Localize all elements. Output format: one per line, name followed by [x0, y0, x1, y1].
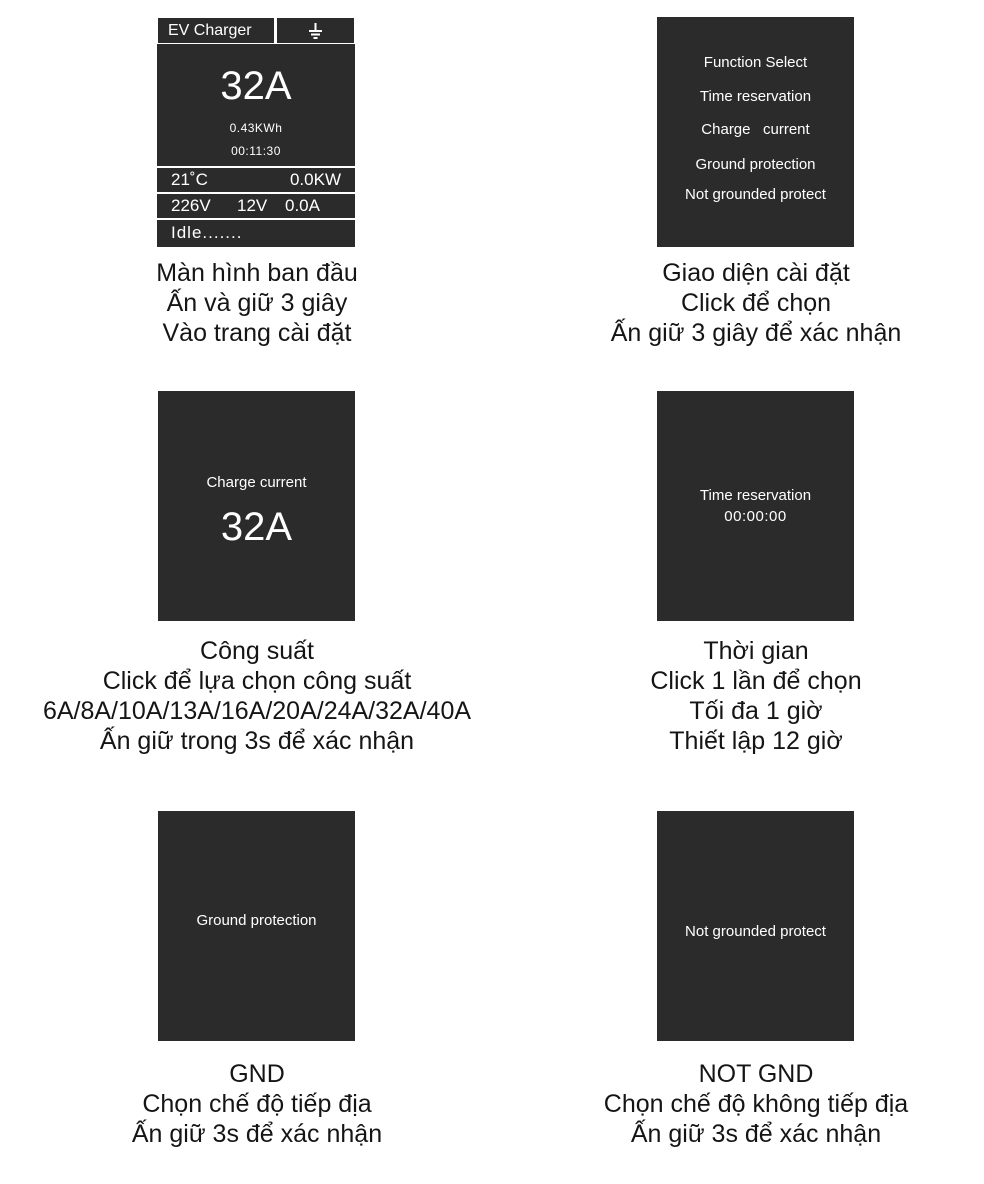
caption-line: NOT GND	[698, 1060, 814, 1088]
amperage: 0.0A	[285, 196, 320, 215]
caption-line: Tối đa 1 giờ	[689, 697, 823, 725]
status-text: Idle.......	[171, 223, 243, 242]
caption-line: Vào trang cài đặt	[162, 319, 352, 347]
ground-plug-icon	[277, 18, 354, 43]
current-value: 32A	[220, 64, 292, 108]
menu-item-function-select[interactable]: Function Select	[703, 54, 808, 71]
caption-line: Ấn giữ 3s để xác nhận	[630, 1120, 882, 1148]
menu-item-ground-protection[interactable]: Ground protection	[695, 156, 816, 173]
not-ground-caption	[556, 1059, 956, 1149]
time-reservation-screen	[657, 391, 854, 621]
ground-protection-screen	[158, 811, 355, 1041]
charge-current-value: 32A	[220, 505, 293, 549]
energy-value: 0.43KWh	[229, 121, 283, 135]
elapsed-time: 00:11:30	[231, 144, 281, 158]
voltage: 226V	[171, 196, 211, 215]
caption-line: Ấn giữ 3s để xác nhận	[131, 1120, 383, 1148]
divider	[157, 218, 355, 220]
power: 0.0KW	[289, 170, 341, 189]
not-grounded-screen	[657, 811, 854, 1041]
temp-power-row	[157, 169, 355, 191]
caption-line: Thiết lập 12 giờ	[669, 727, 843, 755]
caption-line: Giao diện cài đặt	[662, 259, 850, 287]
home-caption	[57, 258, 457, 348]
time-reservation-label: Time reservation	[699, 487, 812, 504]
caption-line: Ấn giữ trong 3s để xác nhận	[99, 727, 415, 755]
ground-caption	[57, 1059, 457, 1149]
charge-current-screen	[158, 391, 355, 621]
caption-line: Click để lựa chọn công suất	[102, 667, 412, 695]
status-row	[157, 222, 355, 244]
cp-voltage: 12V	[237, 196, 268, 215]
menu-item-time-reservation[interactable]: Time reservation	[699, 88, 812, 105]
settings-caption	[556, 258, 956, 348]
menu-item-not-grounded[interactable]: Not grounded protect	[685, 186, 826, 203]
voltage-row	[157, 195, 355, 217]
charge-current-caption	[7, 636, 507, 756]
temperature: 21˚C	[171, 170, 208, 189]
menu-item-charge-current[interactable]: Charge current	[701, 121, 810, 138]
charge-current-label: Charge current	[206, 474, 307, 491]
ground-protection-label: Ground protection	[196, 912, 317, 929]
caption-line: 6A/8A/10A/13A/16A/20A/24A/32A/40A	[42, 697, 472, 725]
caption-line: Chọn chế độ không tiếp địa	[603, 1090, 909, 1118]
caption-line: Ấn giữ 3 giây để xác nhận	[610, 319, 902, 347]
divider	[157, 192, 355, 194]
caption-line: Ấn và giữ 3 giây	[166, 289, 348, 317]
caption-line: Thời gian	[703, 637, 809, 665]
caption-line: Công suất	[200, 637, 314, 665]
caption-line: Click để chọn	[680, 289, 832, 317]
time-reservation-caption	[556, 636, 956, 756]
time-reservation-value: 00:00:00	[724, 508, 787, 525]
caption-line: Màn hình ban đầu	[156, 259, 358, 287]
not-grounded-label: Not grounded protect	[685, 923, 826, 940]
settings-screen	[657, 17, 854, 247]
caption-line: Chọn chế độ tiếp địa	[142, 1090, 372, 1118]
app-title: EV Charger	[158, 18, 274, 43]
caption-line: Click 1 lần để chọn	[650, 667, 862, 695]
home-header	[157, 17, 355, 44]
divider	[157, 166, 355, 168]
home-screen	[157, 17, 355, 247]
caption-line: GND	[229, 1060, 285, 1088]
